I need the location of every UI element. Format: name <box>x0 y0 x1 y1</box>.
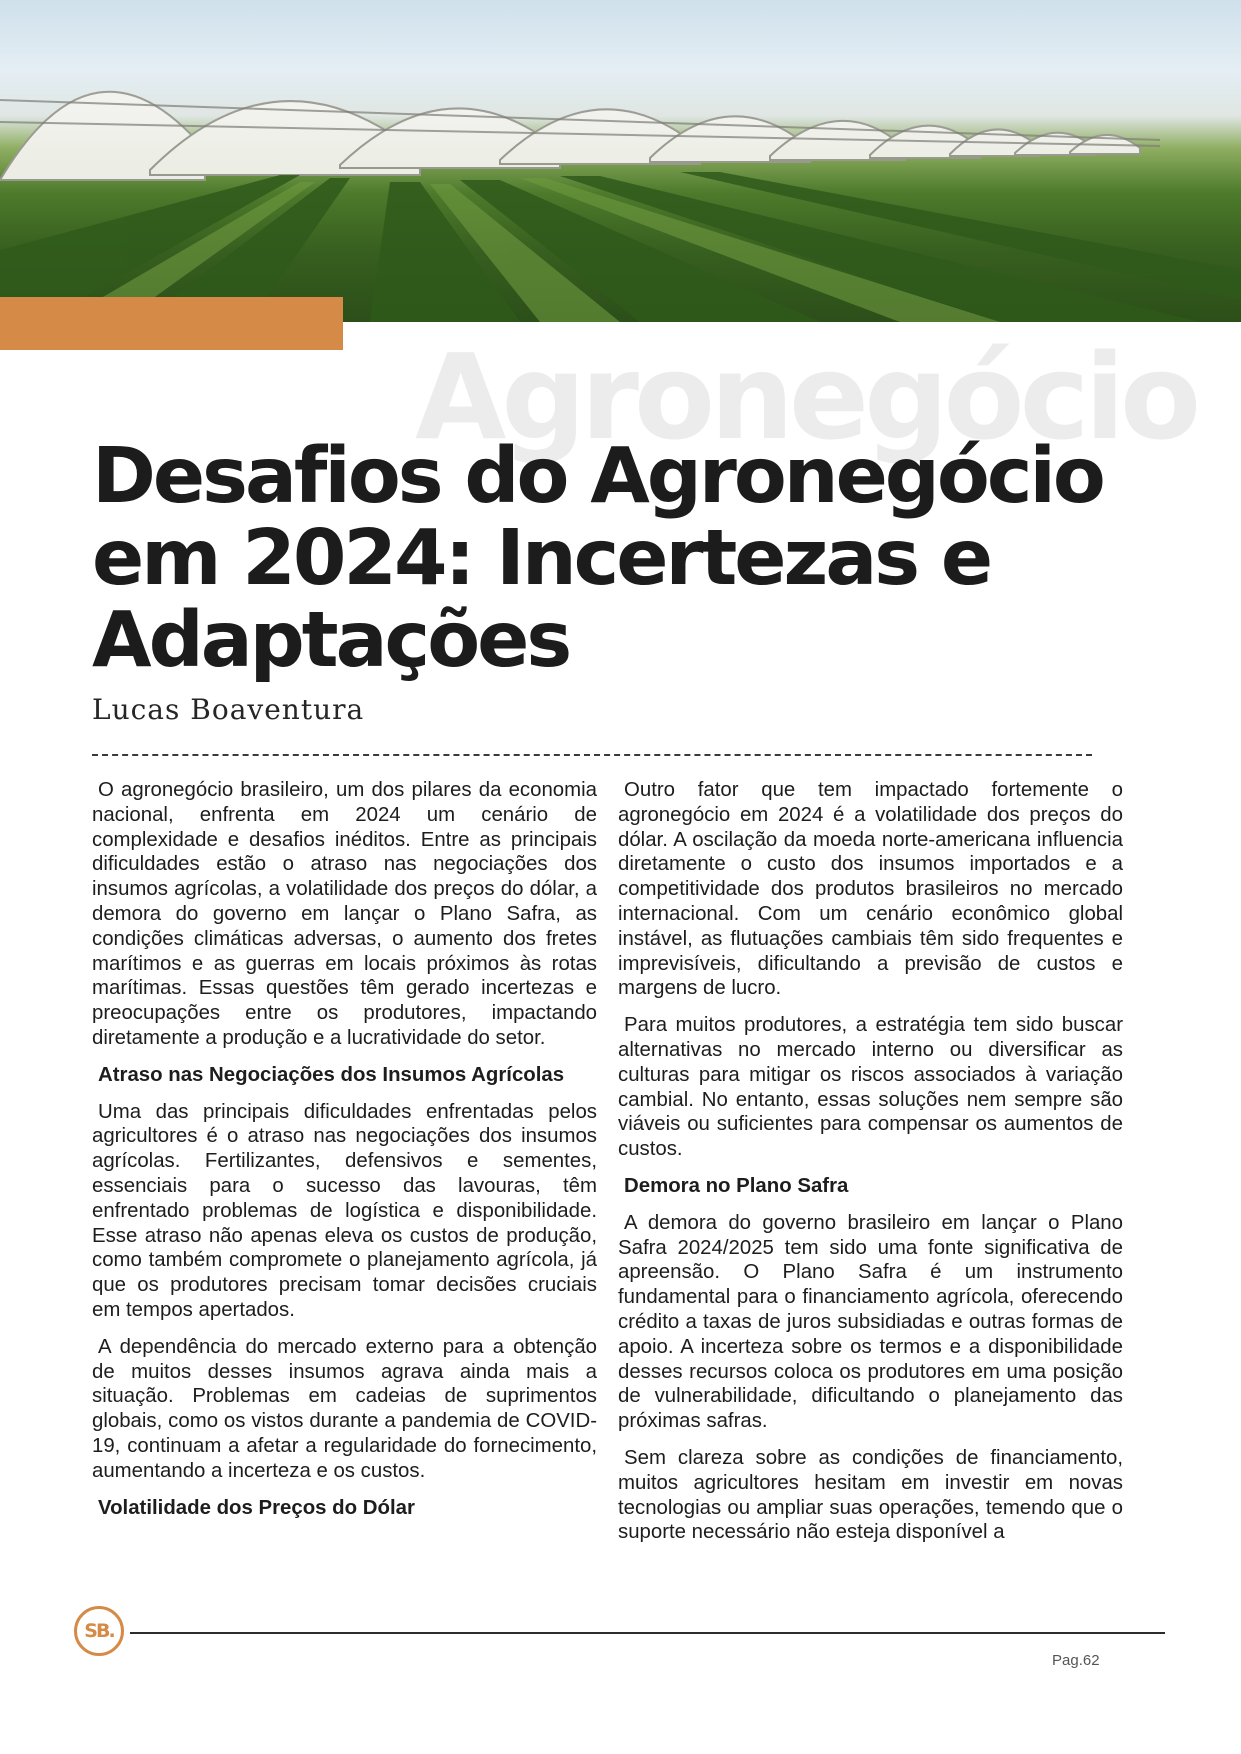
paragraph: A dependência do mercado externo para a obtenção de muitos desses insumos agrava ainda mais a situação. Problemas em cadeias de suprimentos globais, como os vistos durante a pandemia de COVID-19, continuam a afetar a regularidade do fornecimento, aumentando a incerteza e os custos. <box>92 1335 597 1482</box>
section-heading-plano-safra: Demora no Plano Safra <box>624 1174 849 1197</box>
article-title: Desafios do Agronegócio em 2024: Incertezas e Adaptações <box>92 432 1103 685</box>
paragraph: A demora do governo brasileiro em lançar o Plano Safra 2024/2025 tem sido uma fonte significativa de apreensão. O Plano Safra é um instrumento fundamental para o financiamento agrícola, oferecendo crédito a taxas de juros subsidiadas e outras formas de apoio. A incerteza sobre os termos e a disponibilidade desses recursos coloca os produtores em uma posição de vulnerabilidade, dificultando o planejamento das próximas safras. <box>618 1211 1123 1433</box>
article-author: Lucas Boaventura <box>92 693 365 726</box>
dashed-divider <box>92 754 1092 756</box>
paragraph: Para muitos produtores, a estratégia tem sido buscar alternativas no mercado interno ou diversificar as culturas para mitigar os riscos associados à variação cambial. No entanto, essas soluções nem sempre são viáveis ou suficientes para compensar os aumentos de custos. <box>618 1014 1123 1161</box>
greenhouse-illustration <box>0 0 1241 322</box>
footer-rule <box>130 1632 1165 1634</box>
paragraph: Outro fator que tem impactado fortemente o agronegócio em 2024 é a volatilidade dos preços do dólar. A oscilação da moeda norte-americana influencia diretamente o custo dos insumos importados e a competitividade dos produtos brasileiros no mercado internacional. Com um cenário econômico global instável, as flutuações cambiais têm sido frequentes e imprevisíveis, dificultando a previsão de custos e margens de lucro. <box>618 779 1123 1000</box>
right-column <box>618 778 1123 1557</box>
hero-greenhouse-photo <box>0 0 1241 322</box>
accent-bar <box>0 297 343 350</box>
publisher-logo-icon <box>74 1606 124 1656</box>
section-heading-insumos: Atraso nas Negociações dos Insumos Agrícolas <box>98 1063 565 1086</box>
paragraph: Uma das principais dificuldades enfrentadas pelos agricultores é o atraso nas negociações dos insumos agrícolas. Fertilizantes, defensivos e sementes, essenciais para o sucesso das lavouras, têm enfrentado problemas de logística e disponibilidade. Esse atraso não apenas eleva os custos de produção, como também compromete o planejamento agrícola, já que os produtores precisam tomar decisões cruciais em tempos apertados. <box>92 1100 597 1321</box>
section-heading-dolar: Volatilidade dos Preços do Dólar <box>98 1496 415 1519</box>
paragraph: Sem clareza sobre as condições de financiamento, muitos agricultores hesitam em investir em novas tecnologias ou ampliar suas operações, temendo que o suporte necessário não esteja disponível a <box>618 1446 1123 1544</box>
page-number: Pag.62 <box>1052 1652 1100 1669</box>
logo-text: SB. <box>84 1620 114 1642</box>
left-column <box>92 778 597 1532</box>
paragraph: O agronegócio brasileiro, um dos pilares da economia nacional, enfrenta em 2024 um cenário de complexidade e desafios inéditos. Entre as principais dificuldades estão o atraso nas negociações dos insumos agrícolas, a volatilidade dos preços do dólar, a demora do governo em lançar o Plano Safra, as condições climáticas adversas, o aumento dos fretes marítimos e as guerras em locais próximos às rotas marítimas. Essas questões têm gerado incertezas e preocupações entre os produtores, impactando diretamente a produção e a lucratividade do setor. <box>92 779 597 1049</box>
section-kicker-watermark: Agronegócio <box>415 328 1197 466</box>
